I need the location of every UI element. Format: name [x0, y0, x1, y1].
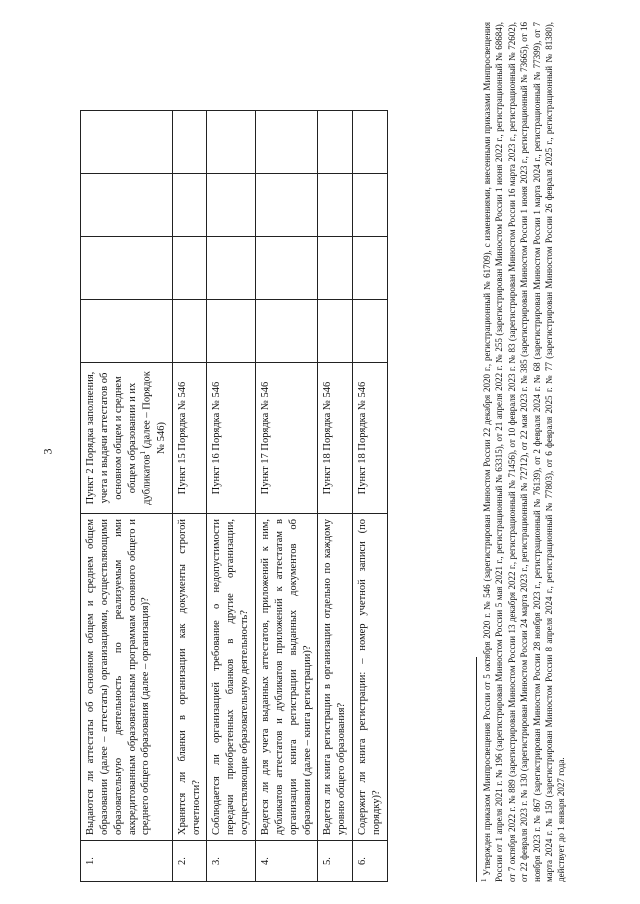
answer-cell	[81, 174, 173, 237]
answer-cell	[207, 111, 256, 174]
row-number: 5.	[318, 841, 353, 882]
footnote-ref: 1	[139, 451, 148, 455]
reference-text-tail: (далее – Порядок № 546)	[141, 371, 167, 454]
answer-cell	[207, 300, 256, 363]
answer-cell	[353, 111, 388, 174]
answer-cell	[353, 174, 388, 237]
footnote-mark: 1	[480, 878, 488, 882]
answer-cell	[172, 174, 207, 237]
footnote-text: Утвержден приказом Минпросвещения России от 5 октября 2020 г. № 546 (зарегистрирован Минюстом России 22 декабря 2020 г., регистрационный № 61709), с изменениями, внесенными приказами Минпросвещения России от 1 апреля 2021 г. № 196 (зарегистрирован Минюстом России 5 мая 2021 г., регистрационный № 63315), от 21 апреля 2022 г. № 255 (зарегистрирован Минюстом России 1 июня 2022 г., регистрационный № 68684), от 7 октября 2022 г. № 889 (зарегистрирован Минюстом России 13 декабря 2022 г., регистрационный № 71456), от 10 февраля 2023 г. № 83 (зарегистрирован Минюстом России 16 марта 2023 г., регистрационный № 72602), от 22 февраля 2023 г. № 130 (зарегистрирован Минюстом России 24 марта 2023 г., регистрационный № 72712), от 22 мая 2023 г. № 385 (зарегистрирован Минюстом России 1 июня 2023 г., регистрационный № 73665), от 16 ноября 2023 г. № 867 (зарегистрирован Минюстом России 28 ноября 2023 г., регистрационный № 76139), от 2 февраля 2024 г. № 68 (зарегистрирован Минюстом России 1 марта 2024 г., регистрационный № 77399), от 7 марта 2024 г. № 150 (зарегистрирован Минюстом России 8 апреля 2024 г., регистрационный № 77803), от 6 февраля 2025 г. № 77 (зарегистрирован Минюстом России 26 февраля 2025 г., регистрационный № 81380), действует до 1 января 2027 года.	[482, 22, 567, 882]
footnote-separator	[476, 657, 477, 882]
table-row	[353, 111, 388, 882]
answer-cell	[172, 237, 207, 300]
row-reference	[207, 363, 256, 514]
answer-cell	[318, 111, 353, 174]
answer-cell	[255, 300, 317, 363]
checklist-table	[80, 110, 388, 882]
row-question: Ведется ли книга регистрации в организации отдельно по каждому уровню общего образования?	[318, 514, 353, 841]
reference-text: Пункт 16 Порядка № 546	[211, 381, 223, 495]
answer-cell	[172, 300, 207, 363]
table-row	[207, 111, 256, 882]
row-number: 4.	[255, 841, 317, 882]
answer-cell	[81, 111, 173, 174]
reference-text: Пункт 18 Порядка № 546	[322, 381, 334, 495]
row-question: Соблюдается ли организацией требование о недопустимости передачи приобретенных бланков в другие организации, осуществляющие образовательную деятельность?	[207, 514, 256, 841]
table-row	[81, 111, 173, 882]
row-question: Выдаются ли аттестаты об основном общем и среднем общем образовании (далее – аттестаты) организациями, осуществляющими образовательную деятельность по реализуемым ими аккредитованным образовательным программам основного общего и среднего общего образования (далее – организация)?	[81, 514, 173, 841]
answer-cell	[172, 111, 207, 174]
row-reference	[353, 363, 388, 514]
row-question: Хранятся ли бланки в организации как документы строгой отчетности?	[172, 514, 207, 841]
row-number: 6.	[353, 841, 388, 882]
answer-cell	[353, 237, 388, 300]
row-number: 1.	[81, 841, 173, 882]
reference-text: Пункт 18 Порядка № 546	[357, 381, 369, 495]
row-reference	[172, 363, 207, 514]
footnote	[480, 22, 568, 882]
answer-cell	[318, 174, 353, 237]
row-reference	[81, 363, 173, 514]
reference-text: Пункт 2 Порядка заполнения, учета и выдачи аттестатов об основном общем и среднем общем образовании и их дубликатов	[85, 371, 153, 505]
row-reference	[255, 363, 317, 514]
reference-text: Пункт 17 Порядка № 546	[259, 381, 271, 495]
table-row	[318, 111, 353, 882]
row-number: 3.	[207, 841, 256, 882]
answer-cell	[255, 111, 317, 174]
row-number: 2.	[172, 841, 207, 882]
answer-cell	[207, 174, 256, 237]
table-row	[172, 111, 207, 882]
answer-cell	[207, 237, 256, 300]
row-reference	[318, 363, 353, 514]
answer-cell	[81, 237, 173, 300]
rotated-page	[10, 12, 630, 892]
answer-cell	[318, 300, 353, 363]
answer-cell	[255, 237, 317, 300]
table-row	[255, 111, 317, 882]
answer-cell	[318, 237, 353, 300]
answer-cell	[255, 174, 317, 237]
row-question: Ведется ли для учета выданных аттестатов, приложений к ним, дубликатов аттестатов и дубликатов приложений к аттестатам в организации книга регистрации выданных документов об образовании (далее – книга регистрации)?	[255, 514, 317, 841]
answer-cell	[353, 300, 388, 363]
answer-cell	[81, 300, 173, 363]
page-number: 3	[40, 448, 55, 455]
reference-text: Пункт 15 Порядка № 546	[176, 381, 188, 495]
row-question: Содержит ли книга регистрации: – номер учетной записи (по порядку)?	[353, 514, 388, 841]
